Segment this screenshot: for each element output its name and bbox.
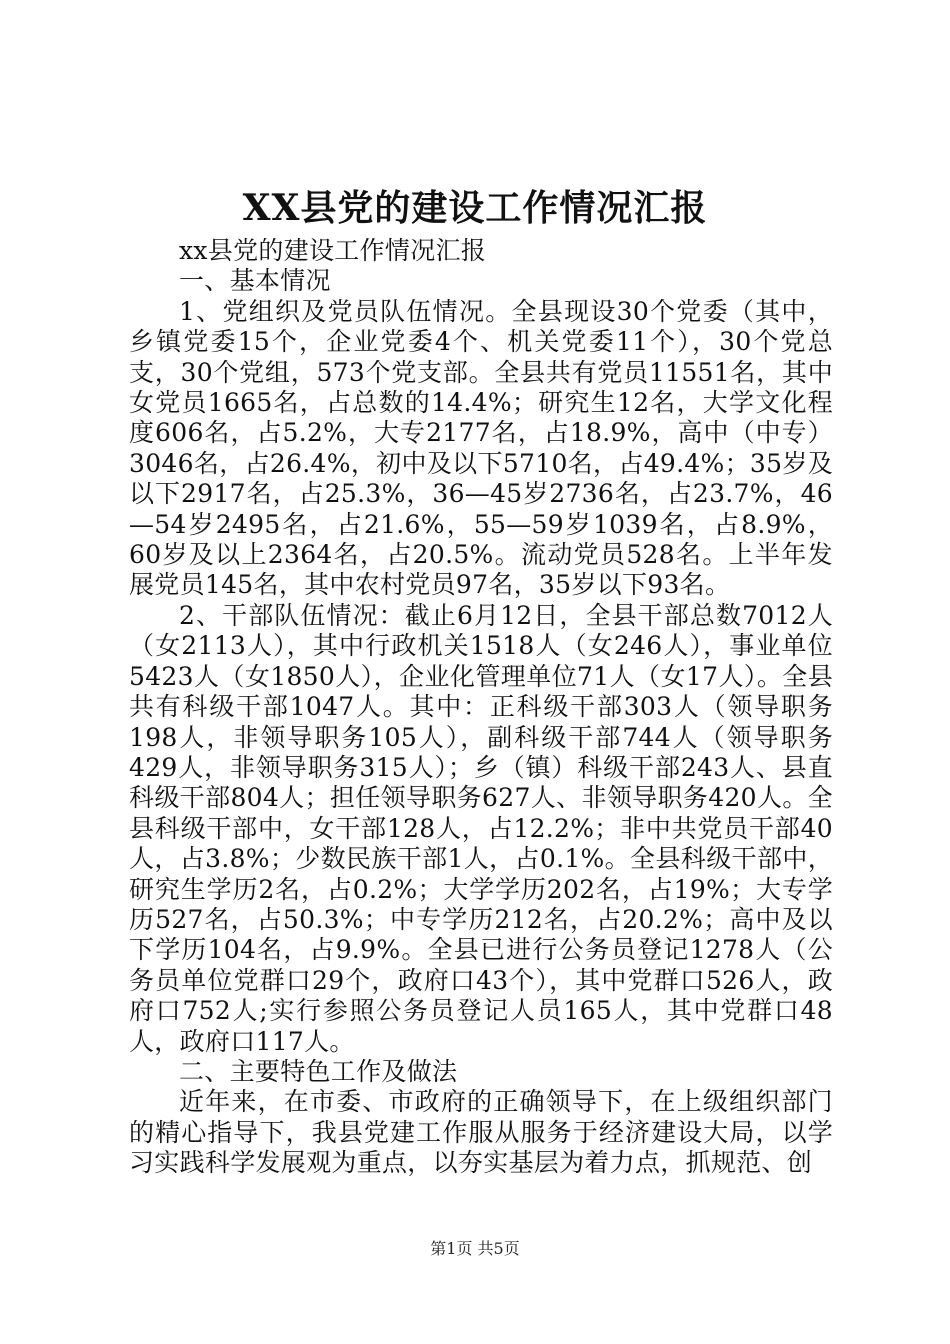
document-body <box>129 236 833 1179</box>
paragraph-recent-work: 近年来，在市委、市政府的正确领导下，在上级组织部门的精心指导下，我县党建工作服从服务于经济建设大局，以学习实践科学发展观为重点，以夯实基层为着力点，抓规范、创 <box>129 1087 833 1178</box>
page-footer: 第1页 共5页 <box>430 1239 520 1258</box>
paragraph-section-heading-1: 一、基本情况 <box>179 266 331 296</box>
paragraph-cadre-team: 2、干部队伍情况：截止6月12日，全县干部总数7012人（女2113人），其中行政机关1518人（女246人），事业单位5423人（女1850人），企业化管理单位71人（女17人）。全县共有科级干部1047人。其中：正科级干部303人（领导职务198人，非领导职务105人），副科级干部744人（领导职务429人，非领导职务315人）；乡（镇）科级干部243人、县直科级干部804人；担任领导职务627人、非领导职务420人。全县科级干部中，女干部128人，占12.2%；非中共党员干部40人，占3.8%；少数民族干部1人，占0.1%。全县科级干部中，研究生学历2名，占0.2%；大学学历202名，占19%；大专学历527名，占50.3%；中专学历212名，占20.2%；高中及以下学历104名，占9.9%。全县已进行公务员登记1278人（公务员单位党群口29个，政府口43个），其中党群口526人，政府口752人;实行参照公务员登记人员165人，其中党群口48人，政府口117人。 <box>129 600 833 1056</box>
paragraph-section-heading-2: 二、主要特色工作及做法 <box>179 1056 458 1086</box>
document-title: XX县党的建设工作情况汇报 <box>242 187 708 229</box>
paragraph-subtitle: xx县党的建设工作情况汇报 <box>179 236 487 265</box>
paragraph-party-organization: 1、党组织及党员队伍情况。全县现设30个党委（其中，乡镇党委15个，企业党委4个、机关党委11个），30个党总支，30个党组，573个党支部。全县共有党员11551名，其中女党员1665名，占总数的14.4%；研究生12名，大学文化程度606名，占5.2%，大专2177名，占18.9%，高中（中专）3046名，占26.4%，初中及以下5710名，占49.4%；35岁及以下2917名，占25.3%，36—45岁2736名，占23.7%，46—54岁2495名，占21.6%，55—59岁1039名，占8.9%，60岁及以上2364名，占20.5%。流动党员528名。上半年发展党员145名，其中农村党员97名，35岁以下93名。 <box>129 296 833 600</box>
